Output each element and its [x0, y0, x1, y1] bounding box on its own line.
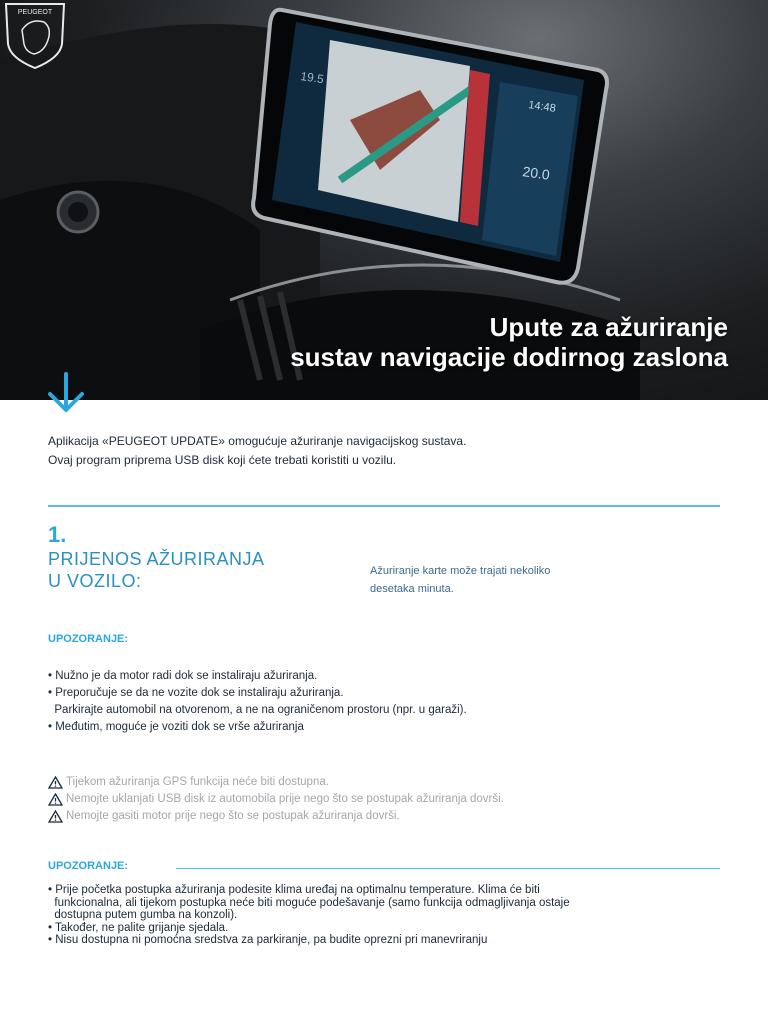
section-note — [370, 562, 550, 598]
section-divider — [48, 505, 720, 507]
list-item — [48, 774, 504, 791]
svg-text:20.0: 20.0 — [521, 163, 551, 183]
intro-text — [48, 432, 466, 470]
section-number: 1. — [48, 522, 67, 547]
list-item — [48, 808, 504, 825]
list-item: Parkirajte automobil na otvorenom, a ne na ograničenom prostoru (npr. u garaži). — [48, 704, 467, 716]
section-title — [48, 548, 265, 592]
title-line-1: Upute za ažuriranje — [489, 312, 728, 342]
svg-text:PEUGEOT: PEUGEOT — [17, 9, 53, 16]
warning-list-2 — [48, 884, 688, 947]
warning-list-1 — [48, 668, 467, 736]
warning-divider — [176, 868, 720, 869]
section-title-line-2: U VOZILO: — [48, 571, 142, 591]
arrow-down-icon — [46, 372, 86, 416]
svg-text:14:48: 14:48 — [527, 99, 557, 115]
intro-line-1: Aplikacija «PEUGEOT UPDATE» omogućuje ažuriranje navigacijskog sustava. — [48, 434, 467, 448]
section-note-line-2: desetaka minuta. — [370, 583, 454, 595]
list-item: • Prije početka postupka ažuriranja podesite klima uređaj na optimalnu temperature. Klima će biti — [48, 884, 540, 896]
list-item: • Međutim, moguće je voziti dok se vrše ažuriranja — [48, 721, 304, 733]
section-title-line-1: PRIJENOS AŽURIRANJA — [48, 549, 265, 569]
warning-heading-1: UPOZORANJE: — [48, 633, 129, 645]
caution-text: Tijekom ažuriranja GPS funkcija neće biti dostupna. — [66, 776, 329, 788]
peugeot-logo — [0, 0, 70, 70]
svg-text:19.5: 19.5 — [299, 69, 325, 87]
list-item: dostupna putem gumba na konzoli). — [48, 909, 238, 921]
warning-triangle-icon — [48, 793, 63, 806]
list-item: • Nisu dostupna ni pomoćna sredstva za parkiranje, pa budite oprezni pri manevriranju — [48, 934, 488, 946]
list-item: • Također, ne palite grijanje sjedala. — [48, 921, 229, 934]
warning-triangle-icon — [48, 810, 63, 823]
section-note-line-1: Ažuriranje karte može trajati nekoliko — [370, 565, 551, 577]
title-line-2: sustav navigacije dodirnog zaslona — [290, 342, 728, 372]
warning-heading-2: UPOZORANJE: — [48, 860, 129, 872]
caution-list — [48, 774, 504, 825]
intro-line-2: Ovaj program priprema USB disk koji ćete trebati koristiti u vozilu. — [48, 453, 397, 467]
caution-text: Nemojte uklanjati USB disk iz automobila prije nego što se postupak ažuriranja dovrši. — [66, 793, 504, 805]
warning-triangle-icon — [48, 776, 63, 789]
hero-photo — [0, 0, 768, 400]
page-title — [290, 312, 728, 372]
caution-text: Nemojte gasiti motor prije nego što se postupak ažuriranja dovrši. — [66, 810, 400, 822]
list-item: • Nužno je da motor radi dok se instaliraju ažuriranja. — [48, 670, 318, 682]
list-item — [48, 791, 504, 808]
list-item: • Preporučuje se da ne vozite dok se instaliraju ažuriranja. — [48, 687, 344, 699]
list-item: funkcionalna, ali tijekom postupka neće biti moguće podešavanje (samo funkcija odmagljivanja ostaje — [48, 896, 570, 909]
